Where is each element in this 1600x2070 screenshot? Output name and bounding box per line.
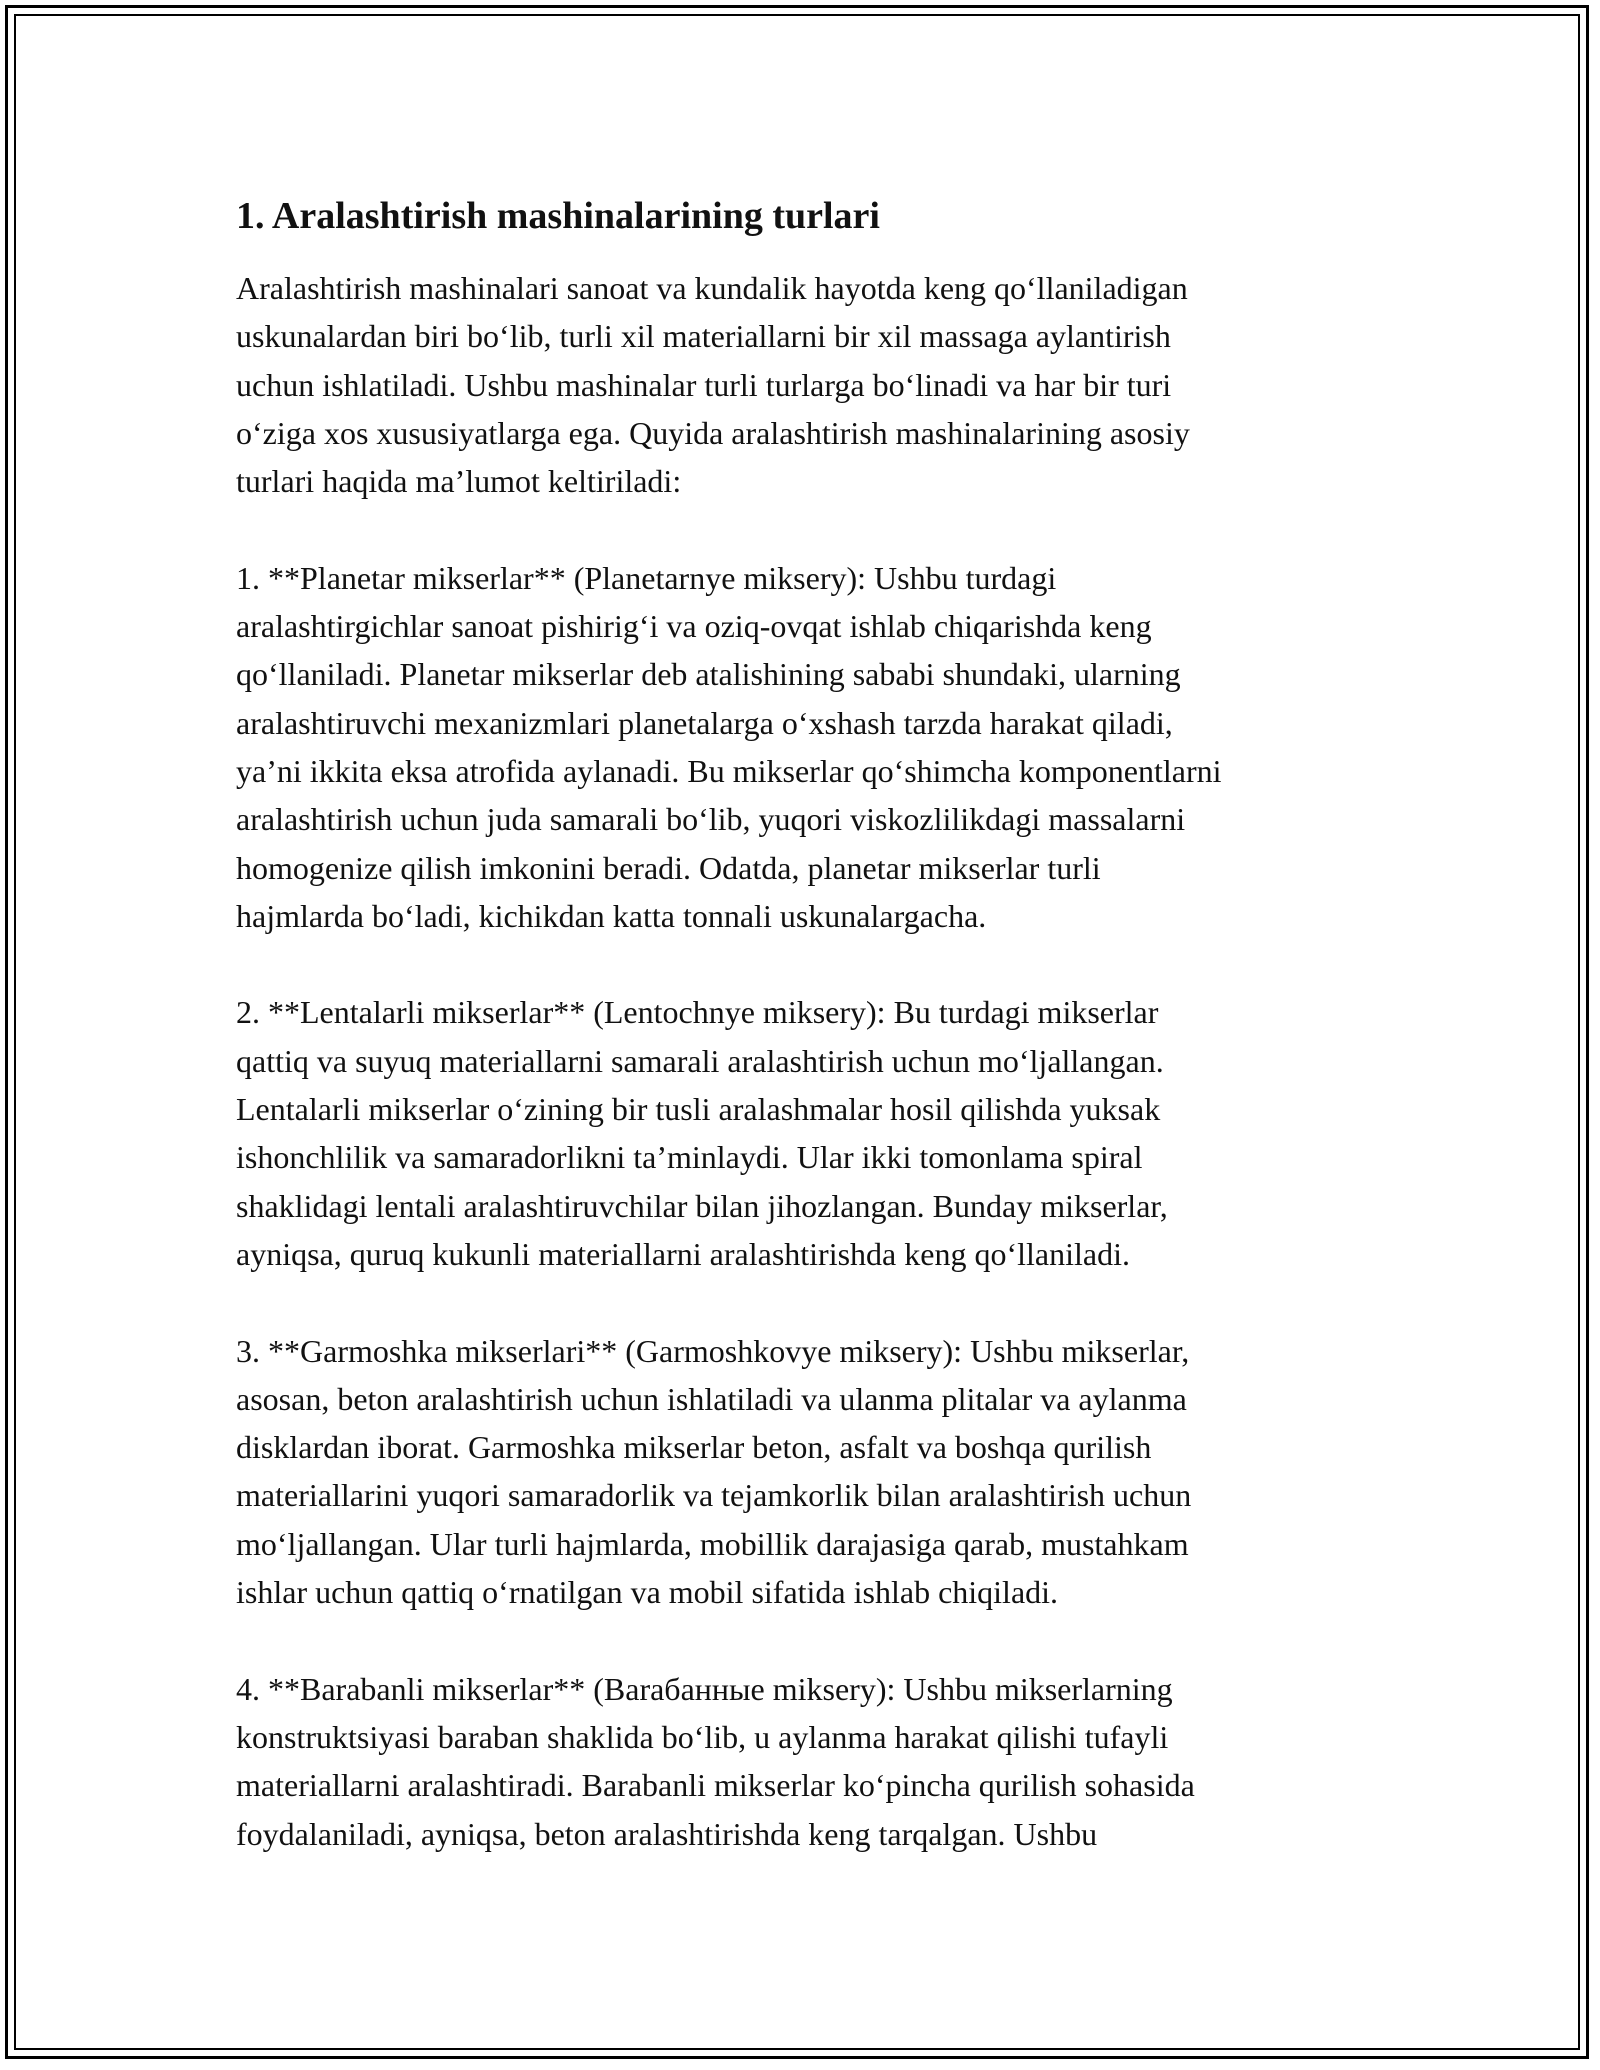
text-line: qo‘llaniladi. Planetar mikserlar deb atalishining sababi shundaki, ularning <box>236 656 1181 693</box>
text-line: ya’ni ikkita eksa atrofida aylanadi. Bu mikserlar qo‘shimcha komponentlarni <box>236 752 1222 789</box>
text-line: asosan, beton aralashtirish uchun ishlatiladi va ulanma plitalar va aylanma <box>236 1380 1187 1417</box>
text-line: Aralashtirish mashinalari sanoat va kundalik hayotda keng qo‘llaniladigan <box>236 270 1188 306</box>
document-body <box>236 180 1376 1906</box>
text-line: aralashtirgichlar sanoat pishirig‘i va oziq-ovqat ishlab chiqarishda keng <box>236 608 1152 645</box>
text-line: 3. **Garmoshka mikserlari** (Garmoshkovye miksery): Ushbu mikserlar, <box>236 1332 1190 1369</box>
text-line: 1. **Planetar mikserlar** (Planetarnye miksery): Ushbu turdagi <box>236 559 1057 596</box>
section-heading: 1. Aralashtirish mashinalarining turlari <box>236 195 880 237</box>
text-line: shaklidagi lentali aralashtiruvchilar bilan jihozlangan. Bunday mikserlar, <box>236 1187 1168 1224</box>
intro-paragraph <box>236 264 1376 505</box>
text-line: hajmlarda bo‘ladi, kichikdan katta tonnali uskunalargacha. <box>236 897 987 934</box>
text-line: Lentalarli mikserlar o‘zining bir tusli aralashmalar hosil qilishda yuksak <box>236 1091 1161 1128</box>
text-line: foydalaniladi, ayniqsa, beton aralashtirishda keng tarqalgan. Ushbu <box>236 1815 1098 1852</box>
text-line: 2. **Lentalarli mikserlar** (Lentochnye miksery): Bu turdagi mikserlar <box>236 994 1159 1031</box>
text-line: aralashtirish uchun juda samarali bo‘lib, yuqori viskozlilikdagi massalarni <box>236 801 1186 838</box>
planetar-mixers-paragraph <box>236 554 1376 940</box>
text-line: ayniqsa, quruq kukunli materiallarni aralashtirishda keng qo‘llaniladi. <box>236 1235 1130 1272</box>
text-line: mo‘ljallangan. Ular turli hajmlarda, mobillik darajasiga qarab, mustahkam <box>236 1525 1189 1562</box>
ribbon-mixers-paragraph <box>236 988 1376 1278</box>
text-line: o‘ziga xos xususiyatlarga ega. Quyida aralashtirish mashinalarining asosiy <box>236 414 1190 451</box>
text-line: homogenize qilish imkonini beradi. Odatda, planetar mikserlar turli <box>236 849 1101 886</box>
text-line: 4. **Barabanli mikserlar** (Вarабанные miksery): Ushbu mikserlarning <box>236 1670 1173 1707</box>
accordion-mixers-paragraph <box>236 1327 1376 1617</box>
text-line: materiallarni aralashtiradi. Barabanli mikserlar ko‘pincha qurilish sohasida <box>236 1767 1195 1804</box>
text-line: qattiq va suyuq materiallarni samarali aralashtirish uchun mo‘ljallangan. <box>236 1042 1164 1079</box>
text-line: uchun ishlatiladi. Ushbu mashinalar turli turlarga bo‘linadi va har bir turi <box>236 366 1172 403</box>
text-line: uskunalardan biri bo‘lib, turli xil materiallarni bir xil massaga aylantirish <box>236 318 1171 355</box>
text-line: turlari haqida ma’lumot keltiriladi: <box>236 463 682 500</box>
text-line: disklardan iborat. Garmoshka mikserlar beton, asfalt va boshqa qurilish <box>236 1429 1152 1466</box>
drum-mixers-paragraph <box>236 1665 1376 1858</box>
text-line: materiallarini yuqori samaradorlik va tejamkorlik bilan aralashtirish uchun <box>236 1477 1192 1514</box>
text-line: aralashtiruvchi mexanizmlari planetalarga o‘xshash tarzda harakat qiladi, <box>236 704 1173 741</box>
text-line: konstruktsiyasi baraban shaklida bo‘lib, u aylanma harakat qilishi tufayli <box>236 1718 1169 1755</box>
text-line: ishlar uchun qattiq o‘rnatilgan va mobil sifatida ishlab chiqiladi. <box>236 1574 1059 1611</box>
text-line: ishonchlilik va samaradorlikni ta’minlaydi. Ular ikki tomonlama spiral <box>236 1139 1143 1176</box>
